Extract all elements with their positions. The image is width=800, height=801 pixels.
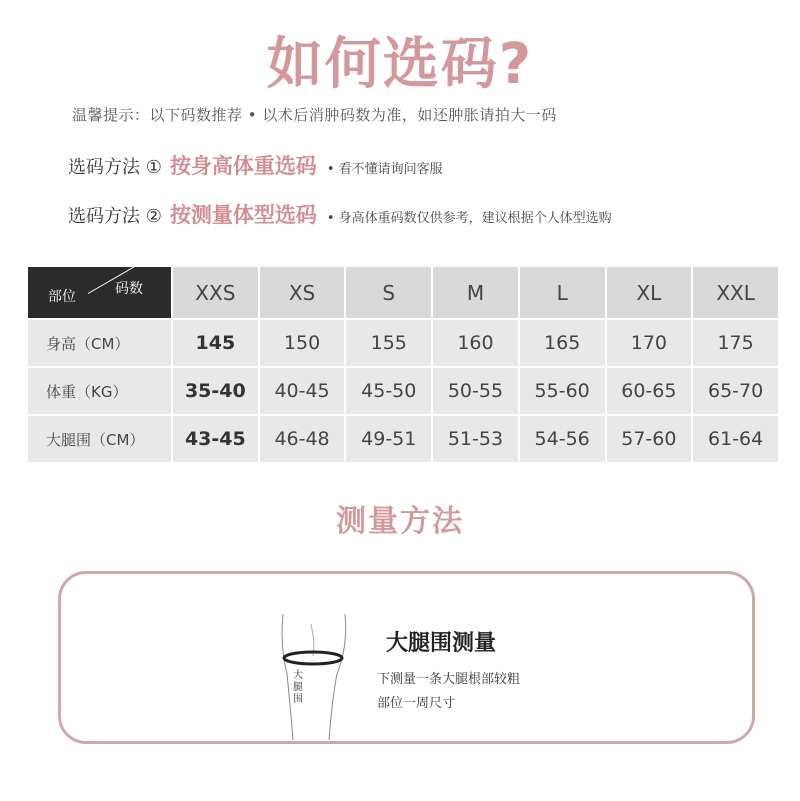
table-cell: 170 xyxy=(607,320,692,366)
table-cell: 175 xyxy=(693,320,778,366)
size-header-cell: S xyxy=(346,267,431,318)
size-header-cell: L xyxy=(520,267,605,318)
method-2-main: 按测量体型选码 xyxy=(169,203,317,227)
table-cell: 61-64 xyxy=(693,416,778,462)
size-header-cell: XS xyxy=(260,267,345,318)
table-cell: 155 xyxy=(346,320,431,366)
table-cell: 57-60 xyxy=(607,416,692,462)
table-row-weight xyxy=(28,368,778,414)
size-header-cell: XL xyxy=(607,267,692,318)
table-corner-cell xyxy=(28,267,171,318)
table-cell: 50-55 xyxy=(433,368,518,414)
card-desc-line-2: 部位一周尺寸 xyxy=(377,696,456,711)
table-cell: 40-45 xyxy=(260,368,345,414)
table-cell: 60-65 xyxy=(607,368,692,414)
table-cell: 150 xyxy=(260,320,345,366)
method-2 xyxy=(68,199,612,229)
table-row-thigh xyxy=(28,416,778,462)
table-cell: 35-40 xyxy=(173,368,258,414)
table-cell: 51-53 xyxy=(433,416,518,462)
table-cell: 49-51 xyxy=(346,416,431,462)
measure-card xyxy=(58,571,755,744)
method-1-main: 按身高体重选码 xyxy=(169,154,317,178)
page-title: 如何选码? xyxy=(266,32,534,97)
measure-section-title: 测量方法 xyxy=(336,504,464,539)
table-cell: 55-60 xyxy=(520,368,605,414)
corner-part-label: 部位 xyxy=(48,289,76,305)
table-cell: 54-56 xyxy=(520,416,605,462)
card-desc-line-1: 下测量一条大腿根部较粗 xyxy=(377,672,521,687)
corner-size-label: 码数 xyxy=(115,281,143,297)
row-label: 身高（CM） xyxy=(28,320,171,366)
table-cell: 65-70 xyxy=(693,368,778,414)
table-cell: 43-45 xyxy=(173,416,258,462)
table-cell: 160 xyxy=(433,320,518,366)
leg-illustration xyxy=(279,614,349,740)
method-1-note: • 看不懂请询问客服 xyxy=(326,162,443,177)
method-2-lead: 选码方法 ② xyxy=(68,206,162,227)
row-label: 体重（KG） xyxy=(28,368,171,414)
size-header-cell: XXL xyxy=(693,267,778,318)
table-cell: 145 xyxy=(173,320,258,366)
size-header-row xyxy=(28,267,778,318)
card-title: 大腿围测量 xyxy=(386,631,497,656)
method-1-lead: 选码方法 ① xyxy=(68,157,162,178)
size-header-cell: XXS xyxy=(173,267,258,318)
tip-text: 温馨提示：以下码数推荐 • 以术后消肿码数为准，如还肿胀请拍大一码 xyxy=(72,106,557,124)
size-chart-table xyxy=(26,265,780,464)
table-cell: 46-48 xyxy=(260,416,345,462)
method-2-note: • 身高体重码数仅供参考，建议根据个人体型选购 xyxy=(326,211,612,226)
size-header-cell: M xyxy=(433,267,518,318)
table-row-height xyxy=(28,320,778,366)
leg-outline-icon xyxy=(279,614,349,740)
method-1 xyxy=(68,150,443,180)
leg-label: 大腿围 xyxy=(293,670,303,705)
table-cell: 165 xyxy=(520,320,605,366)
row-label: 大腿围（CM） xyxy=(28,416,171,462)
table-cell: 45-50 xyxy=(346,368,431,414)
